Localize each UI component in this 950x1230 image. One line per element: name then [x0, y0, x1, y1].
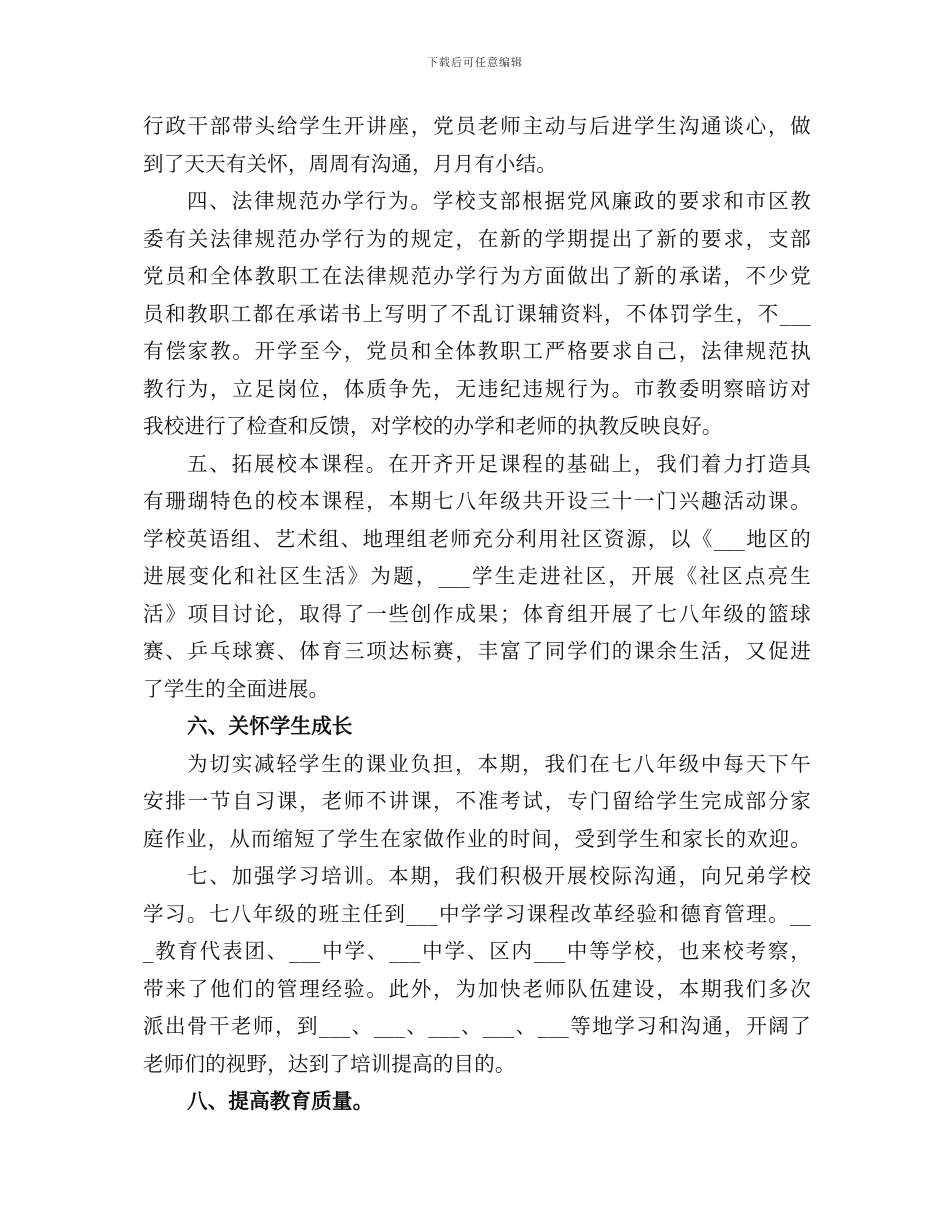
- paragraph-line: 七、加强学习培训。本期，我们积极开展校际沟通，向兄弟学校: [187, 864, 811, 888]
- document-body: [143, 108, 811, 1121]
- paragraph-line: 我校进行了检查和反馈，对学校的办学和老师的执教反映良好。: [143, 414, 723, 438]
- paragraph-line: 五、拓展校本课程。在开齐开足课程的基础上，我们着力打造具: [187, 451, 811, 476]
- paragraph-line: 派出骨干老师，到___、___、___、___、___等地学习和沟通，开阔了: [143, 1014, 811, 1038]
- paragraph-line: 安排一节自习课，老师不讲课，不准考试，专门留给学生完成部分家: [143, 789, 811, 813]
- paragraph-line: 学习。七八年级的班主任到___中学学习课程改革经验和德育管理。__: [143, 901, 811, 926]
- paragraph-line: 庭作业，从而缩短了学生在家做作业的时间，受到学生和家长的欢迎。: [143, 826, 811, 851]
- paragraph-line: 员和教职工都在承诺书上写明了不乱订课辅资料，不体罚学生，不___: [143, 301, 811, 326]
- paragraph-line: 赛、乒乓球赛、体育三项达标赛，丰富了同学们的课余生活，又促进: [143, 639, 811, 663]
- paragraph-line: 了学生的全面进展。: [143, 676, 330, 701]
- paragraph-line: _教育代表团、___中学、___中学、区内___中等学校，也来校考察，: [143, 939, 811, 963]
- paragraph-line: 学校英语组、艺术组、地理组老师充分利用社区资源，以《___地区的: [143, 526, 811, 551]
- paragraph-line: 委有关法律规范办学行为的规定，在新的学期提出了新的要求，支部: [143, 226, 811, 251]
- paragraph-line: 四、法律规范办学行为。学校支部根据党风廉政的要求和市区教: [187, 189, 811, 213]
- paragraph-line: 有偿家教。开学至今，党员和全体教职工严格要求自己，法律规范执: [143, 339, 811, 363]
- paragraph-line: 活》项目讨论，取得了一些创作成果；体育组开展了七八年级的篮球: [143, 601, 811, 626]
- paragraph-line: 行政干部带头给学生开讲座，党员老师主动与后进学生沟通谈心，做: [143, 114, 811, 138]
- paragraph-line: 进展变化和社区生活》为题，___学生走进社区，开展《社区点亮生: [143, 564, 811, 588]
- paragraph-line: 党员和全体教职工在法律规范办学行为方面做出了新的承诺，不少党: [143, 264, 811, 288]
- paragraph-line: 老师们的视野，达到了培训提高的目的。: [143, 1051, 516, 1076]
- section-heading: 六、关怀学生成长: [187, 714, 353, 738]
- paragraph-line: 到了天天有关怀，周周有沟通，月月有小结。: [143, 151, 557, 176]
- section-heading: 八、提高教育质量。: [187, 1089, 374, 1113]
- page-header: 下载后可任意编辑: [427, 56, 523, 69]
- paragraph-line: 带来了他们的管理经验。此外，为加快老师队伍建设，本期我们多次: [143, 976, 811, 1001]
- paragraph-line: 为切实减轻学生的课业负担，本期，我们在七八年级中每天下午: [187, 751, 811, 776]
- paragraph-line: 教行为，立足岗位，体质争先，无违纪违规行为。市教委明察暗访对: [143, 376, 811, 401]
- paragraph-line: 有珊瑚特色的校本课程，本期七八年级共开设三十一门兴趣活动课。: [143, 489, 811, 513]
